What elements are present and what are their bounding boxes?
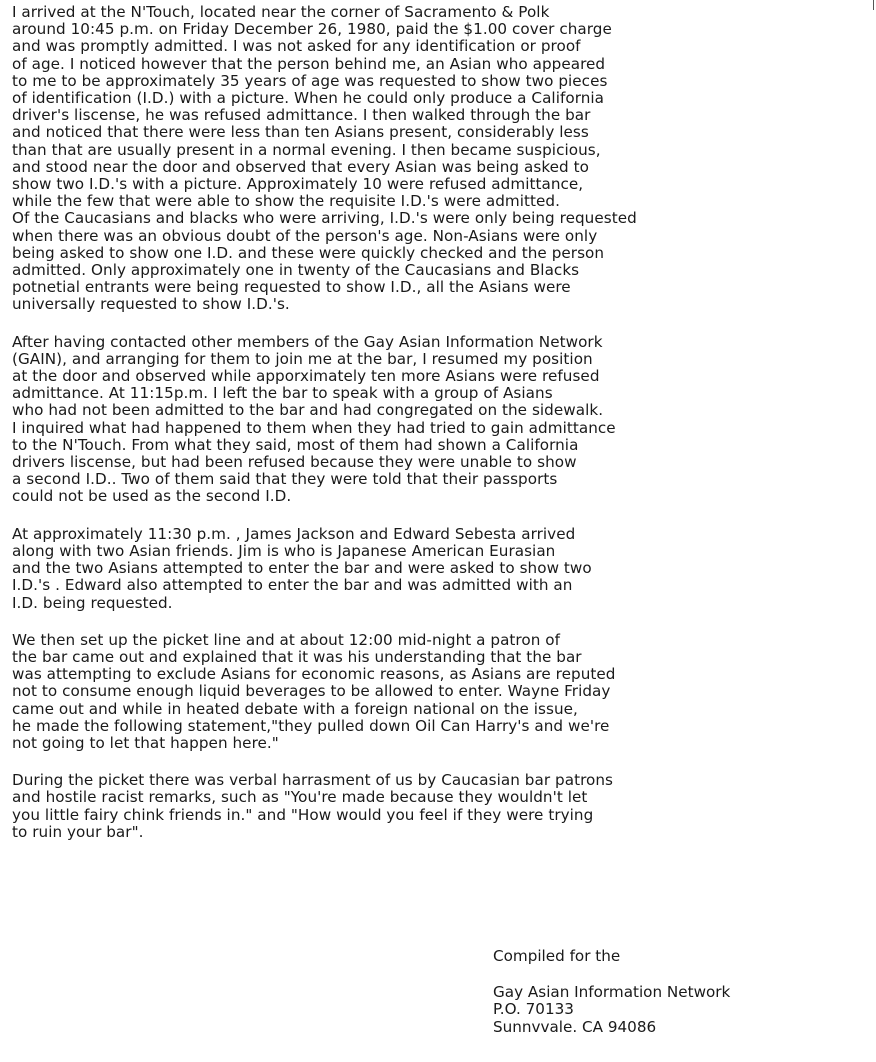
text-line: could not be used as the second I.D.	[12, 487, 292, 506]
text-line: During the picket there was verbal harrasment of us by Caucasian bar patrons	[12, 771, 614, 790]
text-line: while the few that were able to show the requisite I.D.'s were admitted.	[12, 192, 560, 211]
text-line: around 10:45 p.m. on Friday December 26, 1980, paid the $1.00 cover charge	[12, 20, 612, 39]
text-line: and the two Asians attempted to enter the bar and were asked to show two	[12, 559, 592, 578]
text-line: along with two Asian friends. Jim is who is Japanese American Eurasian	[12, 541, 556, 560]
text-line: at the door and observed while apporximately ten more Asians were refused	[12, 367, 600, 386]
text-line: to me to be approximately 35 years of age was requested to show two pieces	[12, 71, 608, 90]
text-line: of age. I noticed however that the person behind me, an Asian who appeared	[12, 54, 606, 73]
text-line: you little fairy chink friends in." and "How would you feel if they were trying	[12, 805, 594, 824]
paragraph-harassment	[12, 772, 872, 841]
text-line: being asked to show one I.D. and these were quickly checked and the person	[12, 243, 605, 262]
text-line: was attempting to exclude Asians for economic reasons, as Asians are reputed	[12, 665, 616, 684]
text-line: I inquired what had happened to them when they had tried to gain admittance	[12, 418, 616, 437]
text-line: After having contacted other members of the Gay Asian Information Network	[12, 332, 603, 351]
text-line: At approximately 11:30 p.m. , James Jackson and Edward Sebesta arrived	[12, 524, 576, 543]
signature-spacer	[493, 965, 873, 984]
text-line: admitted. Only approximately one in twenty of the Caucasians and Blacks	[12, 261, 580, 280]
text-line: and stood near the door and observed that every Asian was being asked to	[12, 157, 589, 176]
paragraph-picket-line	[12, 632, 872, 752]
text-line: universally requested to show I.D.'s.	[12, 295, 290, 314]
page-edge-mark	[873, 0, 874, 10]
signature-block	[493, 948, 873, 1036]
text-line: of identification (I.D.) with a picture. When he could only produce a California	[12, 89, 605, 108]
text-line: driver's liscense, he was refused admittance. I then walked through the bar	[12, 106, 591, 125]
paragraph-friends-arrive	[12, 526, 872, 612]
text-line: came out and while in heated debate with a foreign national on the issue,	[12, 699, 578, 718]
text-line: (GAIN), and arranging for them to join me at the bar, I resumed my position	[12, 349, 593, 368]
text-line: when there was an obvious doubt of the person's age. Non-Asians were only	[12, 226, 598, 245]
paragraph-arrival	[12, 4, 872, 314]
text-line: I.D.'s . Edward also attempted to enter the bar and was admitted with an	[12, 576, 573, 595]
text-line: admittance. At 11:15p.m. I left the bar to speak with a group of Asians	[12, 384, 553, 403]
compiled-for-line: Compiled for the	[493, 947, 621, 965]
paragraph-gain-contact	[12, 334, 872, 506]
text-line: show two I.D.'s with a picture. Approximately 10 were refused admittance,	[12, 175, 584, 194]
text-line: drivers liscense, but had been refused because they were unable to show	[12, 453, 577, 472]
text-line: who had not been admitted to the bar and had congregated on the sidewalk.	[12, 401, 604, 420]
text-line: Of the Caucasians and blacks who were arriving, I.D.'s were only being requested	[12, 209, 637, 228]
text-line: he made the following statement,"they pulled down Oil Can Harry's and we're	[12, 716, 610, 735]
text-line: We then set up the picket line and at about 12:00 mid-night a patron of	[12, 630, 561, 649]
text-line: I.D. being requested.	[12, 593, 173, 612]
text-line: and noticed that there were less than ten Asians present, considerably less	[12, 123, 589, 142]
text-line: not to consume enough liquid beverages to be allowed to enter. Wayne Friday	[12, 682, 611, 701]
document-body	[12, 4, 872, 861]
city-address: Sunnvvale. CA 94086	[493, 1017, 657, 1036]
text-line: I arrived at the N'Touch, located near the corner of Sacramento & Polk	[12, 3, 550, 21]
text-line: and hostile racist remarks, such as "You're made because they wouldn't let	[12, 788, 588, 807]
text-line: and was promptly admitted. I was not asked for any identification or proof	[12, 37, 581, 56]
organization-name: Gay Asian Information Network	[493, 983, 731, 1002]
text-line: not going to let that happen here."	[12, 733, 279, 752]
text-line: to ruin your bar".	[12, 822, 144, 841]
text-line: than that are usually present in a normal evening. I then became suspicious,	[12, 140, 601, 159]
text-line: a second I.D.. Two of them said that they were told that their passports	[12, 470, 558, 489]
po-box: P.O. 70133	[493, 1000, 574, 1019]
text-line: potnetial entrants were being requested to show I.D., all the Asians were	[12, 278, 571, 297]
text-line: to the N'Touch. From what they said, most of them had shown a California	[12, 435, 579, 454]
text-line: the bar came out and explained that it was his understanding that the bar	[12, 647, 582, 666]
